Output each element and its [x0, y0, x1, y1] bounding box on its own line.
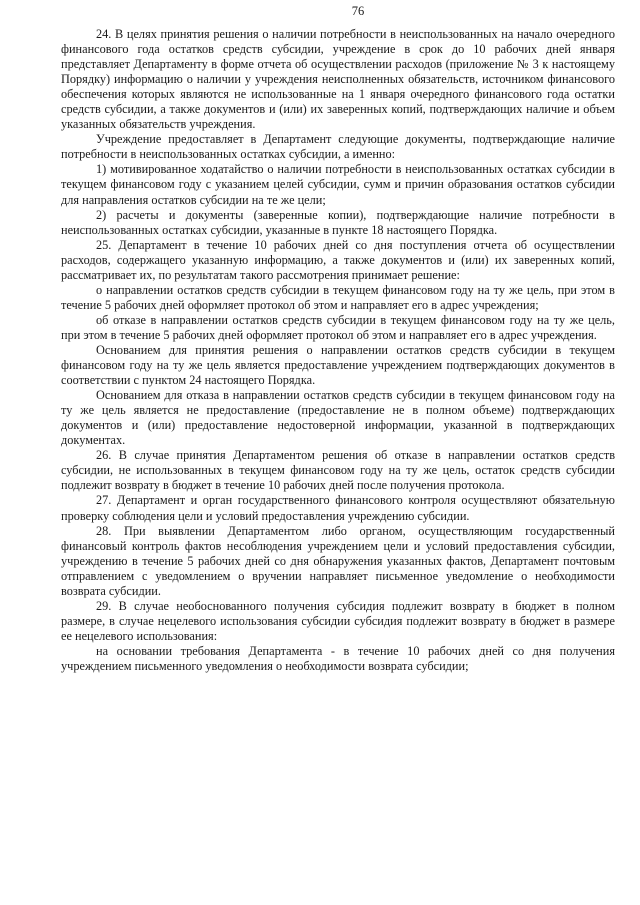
paragraph-29: 29. В случае необоснованного получения субсидия подлежит возврату в бюджет в полном размере, в случае нецелевого использования субсидии субсидия подлежит возврату в бюджет в размере ее нецелевого использования:	[61, 598, 615, 643]
paragraph-25: 25. Департамент в течение 10 рабочих дней со дня поступления отчета об осуществлении расходов, содержащего указанную информацию, а также документов и (или) их заверенных копий, рассматривает их, по результатам такого рассмотрения принимает решение:	[61, 237, 615, 282]
paragraph-grounds-refuse: Основанием для отказа в направлении остатков средств субсидии в текущем финансовом году на ту же цель является не предоставление (предоставление не в полном объеме) подтверждающих документов и (или) предоставление недостоверной информации, указанной в подтверждающих документах.	[61, 388, 615, 448]
paragraph-24: 24. В целях принятия решения о наличии потребности в неиспользованных на начало очередного финансового года остатков средств субсидии, учреждение в срок до 10 рабочих дней января представляет Департаменту в форме отчета об осуществлении расходов (приложение № 3 к настоящему Порядку) информацию о наличии у учреждения неисполненных обязательств, источником финансового обеспечения которых являются не использованные на 1 января очередного финансового года остатки средств субсидии, а также документов и (или) их заверенных копий, подтверждающих наличие и объем указанных обязательств учреждения.	[61, 27, 615, 132]
paragraph-item-2: 2) расчеты и документы (заверенные копии), подтверждающие наличие потребности в неиспользованных остатках субсидии, указанные в пункте 18 настоящего Порядка.	[61, 207, 615, 237]
paragraph-28: 28. При выявлении Департаментом либо органом, осуществляющим государственный финансовый контроль фактов несоблюдения учреждением цели и условий предоставления субсидии, учреждению в течение 5 рабочих дней со дня обнаружения указанных фактов, Департамент почтовым отправлением с уведомлением о вручении направляет письменное уведомление о необходимости возврата субсидии.	[61, 523, 615, 598]
paragraph-return-requirement: на основании требования Департамента - в течение 10 рабочих дней со дня получения учреждением письменного уведомления о необходимости возврата субсидии;	[61, 643, 615, 673]
paragraph-decision-refuse: об отказе в направлении остатков средств субсидии в текущем финансовом году на ту же цель, при этом в течение 5 рабочих дней оформляет протокол об этом и направляет его в адрес учреждения.	[61, 312, 615, 342]
page-number: 76	[351, 4, 365, 18]
paragraph-decision-approve: о направлении остатков средств субсидии в текущем финансовом году на ту же цель, при этом в течение 5 рабочих дней оформляет протокол об этом и направляет его в адрес учреждения;	[61, 282, 615, 312]
document-body	[61, 27, 615, 674]
paragraph-documents-intro: Учреждение предоставляет в Департамент следующие документы, подтверждающие наличие потребности в неиспользованных остатках субсидии, а именно:	[61, 132, 615, 162]
paragraph-item-1: 1) мотивированное ходатайство о наличии потребности в неиспользованных остатках субсидии в текущем финансовом году с указанием целей субсидии, сумм и причин образования остатков субсидии для направления остатков субсидии на те же цели;	[61, 162, 615, 207]
paragraph-grounds-approve: Основанием для принятия решения о направлении остатков средств субсидии в текущем финансовом году на ту же цель является предоставление учреждением подтверждающих документов в соответствии с пунктом 24 настоящего Порядка.	[61, 342, 615, 388]
paragraph-26: 26. В случае принятия Департаментом решения об отказе в направлении остатков средств субсидии, не использованных в текущем финансовом году на ту же цель, остаток средств субсидии подлежит возврату в бюджет в течение 10 рабочих дней после получения протокола.	[61, 448, 615, 493]
paragraph-27: 27. Департамент и орган государственного финансового контроля осуществляют обязательную проверку соблюдения цели и условий предоставления учреждению субсидии.	[61, 493, 615, 523]
